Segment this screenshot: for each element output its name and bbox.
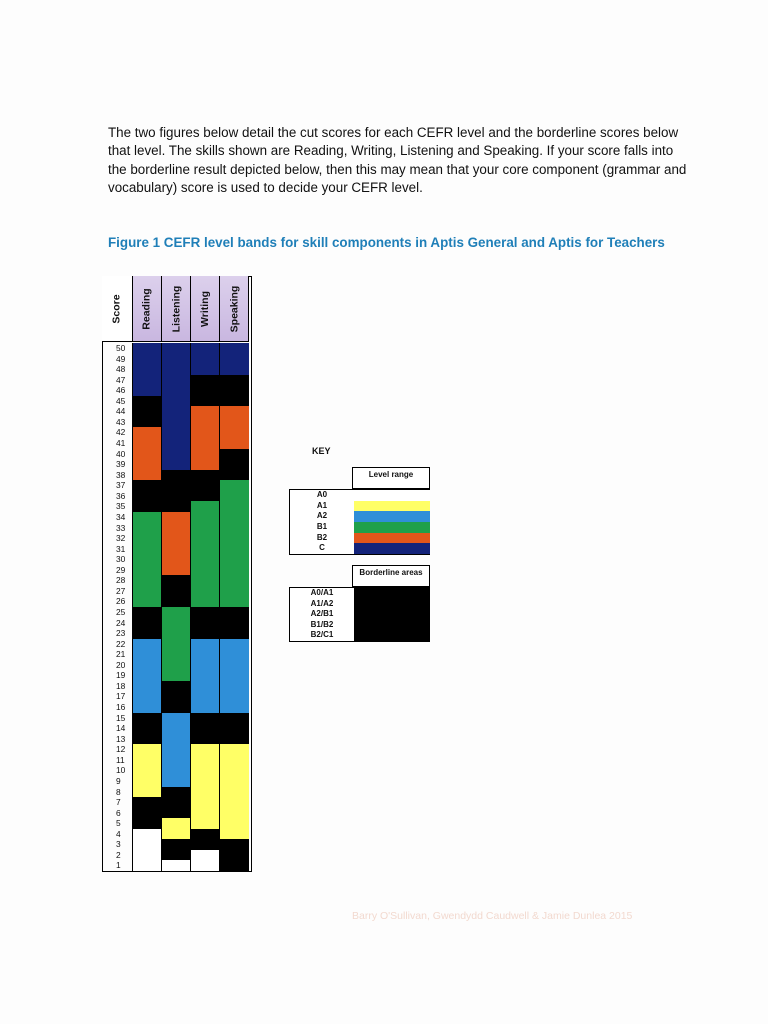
score-label: 1 <box>116 860 121 871</box>
score-label: 4 <box>116 828 121 839</box>
score-label: 26 <box>116 596 126 607</box>
score-label: 36 <box>116 490 126 501</box>
score-label: 42 <box>116 427 126 438</box>
key-level-swatch <box>354 522 430 533</box>
band-segment <box>133 607 161 639</box>
score-label: 28 <box>116 575 126 586</box>
figure-title: Figure 1 CEFR level bands for skill components in Aptis General and Aptis for Teachers <box>108 235 665 250</box>
band-segment <box>162 343 190 470</box>
band-segment <box>133 639 161 713</box>
band-segment <box>220 744 249 839</box>
score-label: 21 <box>116 649 126 660</box>
band-segment <box>191 744 219 828</box>
score-label: 23 <box>116 628 126 639</box>
key-level-label: A1 <box>316 500 328 510</box>
score-label: 14 <box>116 723 126 734</box>
band-segment <box>191 343 219 375</box>
score-label: 43 <box>116 416 126 427</box>
score-label: 37 <box>116 480 126 491</box>
band-segment <box>162 607 190 681</box>
key-level-label: A2 <box>316 511 328 521</box>
score-label: 15 <box>116 712 126 723</box>
listening-band-column <box>162 343 191 871</box>
key-level-swatch <box>354 490 430 501</box>
score-label: 6 <box>116 807 121 818</box>
score-label: 13 <box>116 733 126 744</box>
speaking-band-column <box>220 343 249 871</box>
score-label: 11 <box>116 754 125 765</box>
band-segment <box>191 406 219 469</box>
score-label: 40 <box>116 448 126 459</box>
band-segment <box>191 850 219 871</box>
band-segment <box>220 375 249 407</box>
level-range-key <box>289 489 430 555</box>
score-label: 16 <box>116 702 126 713</box>
score-label: 47 <box>116 374 126 385</box>
band-segment <box>162 470 190 512</box>
score-label: 22 <box>116 638 126 649</box>
score-label: 29 <box>116 564 126 575</box>
band-segment <box>133 744 161 797</box>
score-label: 2 <box>116 849 121 860</box>
band-segment <box>162 512 190 575</box>
key-level-label: B2 <box>316 532 328 542</box>
score-label: 50 <box>116 343 126 353</box>
band-segment <box>162 860 190 871</box>
band-segment <box>191 713 219 745</box>
score-header <box>102 276 133 342</box>
band-segment <box>220 839 249 871</box>
band-segment <box>220 343 249 375</box>
band-segment <box>133 512 161 607</box>
band-segment <box>220 607 249 639</box>
score-label: 30 <box>116 554 126 565</box>
key-borderline-swatch <box>354 630 430 641</box>
score-label: 25 <box>116 607 126 617</box>
footer-credit: Barry O'Sullivan, Gwendydd Caudwell & Jamie Dunlea 2015 <box>352 910 633 922</box>
band-segment <box>220 480 249 607</box>
key-borderline-label: A2/B1 <box>310 609 334 619</box>
band-segment <box>162 787 190 819</box>
key-borderline-swatch <box>354 609 430 620</box>
band-segment <box>133 797 161 829</box>
borderline-areas-header: Borderline areas <box>352 565 430 587</box>
score-label: 31 <box>116 543 126 554</box>
score-label: 39 <box>116 459 126 470</box>
score-label: 18 <box>116 680 126 691</box>
score-label: 41 <box>116 438 126 449</box>
score-label: 5 <box>116 818 121 829</box>
borderline-areas-key <box>289 587 430 642</box>
score-label: 17 <box>116 691 126 702</box>
score-label: 48 <box>116 364 126 375</box>
band-segment <box>133 427 161 480</box>
band-segment <box>191 375 219 407</box>
band-segment <box>162 713 190 787</box>
key-level-label: C <box>319 543 325 553</box>
score-label: 38 <box>116 469 126 480</box>
band-segment <box>220 639 249 713</box>
skill-header-reading <box>133 276 162 342</box>
score-label: 32 <box>116 533 126 544</box>
band-segment <box>162 681 190 713</box>
skill-header-label: Listening <box>170 285 183 332</box>
score-label: 20 <box>116 659 126 670</box>
skill-header-label: Reading <box>141 287 154 330</box>
band-segment <box>162 818 190 839</box>
score-label: 33 <box>116 522 126 533</box>
band-segment <box>220 713 249 745</box>
key-level-swatch <box>354 533 430 544</box>
band-segment <box>191 501 219 607</box>
score-label: 46 <box>116 385 126 396</box>
skill-header-writing <box>191 276 220 342</box>
score-label: 19 <box>116 670 126 681</box>
key-borderline-swatch <box>354 588 430 599</box>
score-label: 35 <box>116 501 126 512</box>
score-label: 27 <box>116 585 126 596</box>
score-label: 45 <box>116 395 126 406</box>
key-borderline-label: B1/B2 <box>310 619 334 629</box>
key-level-swatch <box>354 511 430 522</box>
writing-band-column <box>191 343 220 871</box>
level-range-header: Level range <box>352 467 430 489</box>
intro-paragraph: The two figures below detail the cut scores for each CEFR level and the borderline scores below that level. The skills shown are Reading, Writing, Listening and Speaking. If your score falls into the borderline result depicted below, then this may mean that your core component (grammar and vocabulary) score is used to decide your CEFR level. <box>108 125 687 196</box>
band-segment <box>191 639 219 713</box>
reading-band-column <box>133 343 162 871</box>
band-segment <box>191 607 219 639</box>
band-segment <box>133 713 161 745</box>
band-segment <box>191 470 219 502</box>
key-borderline-label: A1/A2 <box>310 598 334 608</box>
key-borderline-swatch <box>354 620 430 631</box>
key-borderline-swatch <box>354 599 430 610</box>
score-label: 9 <box>116 775 121 786</box>
score-label: 44 <box>116 406 126 417</box>
band-segment <box>162 839 190 860</box>
score-label: 24 <box>116 617 126 628</box>
band-segment <box>162 575 190 607</box>
key-level-swatch <box>354 501 430 512</box>
key-level-swatch <box>354 543 430 554</box>
key-borderline-label: B2/C1 <box>310 630 334 640</box>
skill-header-speaking <box>220 276 249 342</box>
score-label: 8 <box>116 786 121 797</box>
score-column <box>102 343 133 871</box>
key-level-label: B1 <box>316 522 328 531</box>
score-label: 49 <box>116 353 126 364</box>
score-label: 3 <box>116 839 121 850</box>
skill-header-label: Writing <box>199 290 211 327</box>
score-label: 34 <box>116 511 126 522</box>
score-label: 7 <box>116 797 121 808</box>
key-level-label: A0 <box>316 490 328 499</box>
score-label: 10 <box>116 765 126 776</box>
key-borderline-label: A0/A1 <box>310 588 334 597</box>
band-segment <box>220 449 249 481</box>
cefr-band-chart <box>102 276 252 872</box>
score-label: 12 <box>116 744 126 755</box>
band-segment <box>133 829 161 871</box>
band-segment <box>133 480 161 512</box>
band-segment <box>133 343 161 396</box>
band-segment <box>191 829 219 850</box>
skill-header-label: Speaking <box>228 285 240 332</box>
skill-header-listening <box>162 276 191 342</box>
key-title: KEY <box>312 446 331 456</box>
band-segment <box>220 406 249 448</box>
score-header-label: Score <box>111 293 123 324</box>
